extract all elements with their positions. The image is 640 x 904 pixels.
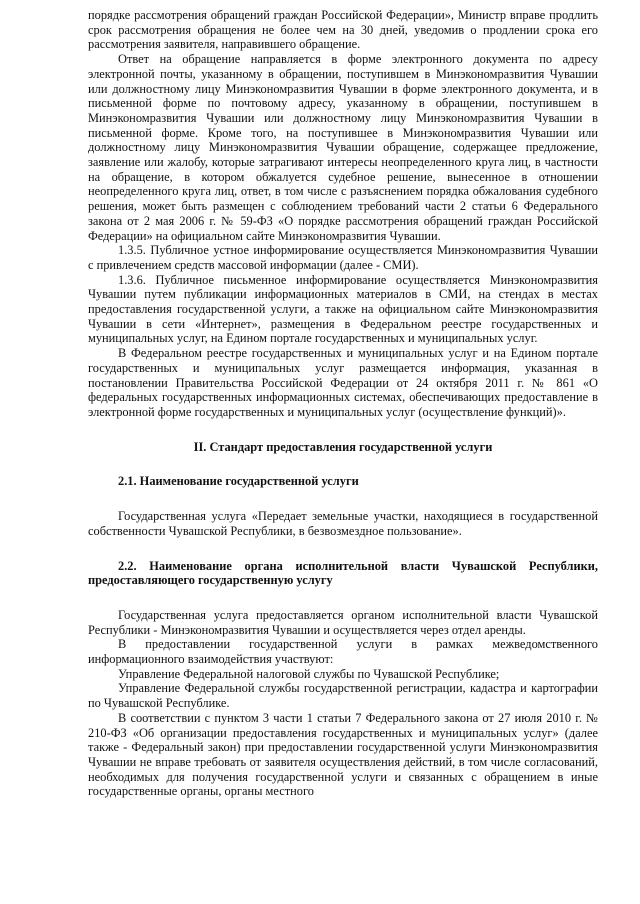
spacer (88, 588, 598, 608)
spacer (88, 420, 598, 440)
paragraph: Управление Федеральной службы государственной регистрации, кадастра и картографии по Чувашской Республике. (88, 681, 598, 711)
paragraph: порядке рассмотрения обращений граждан Российской Федерации», Министр вправе продлить срок рассмотрения обращения не более чем на 30 дней, уведомив о продлении срока его рассмотрения заявителя, направившего обращение. (88, 8, 598, 52)
spacer (88, 489, 598, 509)
paragraph: В соответствии с пунктом 3 части 1 статьи 7 Федерального закона от 27 июля 2010 г. № 210-ФЗ «Об организации предоставления государственных и муниципальных услуг» (далее также - Федеральный закон) при предоставлении государственной услуги Минэкономразвития Чувашии не вправе требовать от заявителя осуществления действий, в том числе согласований, необходимых для получения государственной услуги и связанных с обращением в иные государственные органы, органы местного (88, 710, 598, 799)
spacer (88, 454, 598, 474)
paragraph: 1.3.5. Публичное устное информирование осуществляется Минэкономразвития Чувашии с привлечением средств массовой информации (далее - СМИ). (88, 243, 598, 272)
paragraph: 1.3.6. Публичное письменное информирование осуществляется Минэкономразвития Чувашии путем публикации информационных материалов в СМИ, на стендах в местах предоставления государственной услуги, а также на официальном сайте Минэкономразвития Чувашии в сети «Интернет», размещения в Федеральном реестре государственных и муниципальных услуг, на Едином портале государственных и муниципальных услуг. (88, 272, 598, 346)
section-title: II. Стандарт предоставления государственной услуги (193, 439, 493, 454)
subsection-title: 2.1. Наименование государственной услуги (118, 474, 359, 489)
paragraph: В предоставлении государственной услуги в рамках межведомственного информационного взаимодействия участвуют: (88, 637, 598, 667)
paragraph: Управление Федеральной налоговой службы по Чувашской Республике; (118, 666, 500, 681)
paragraph: Государственная услуга предоставляется органом исполнительной власти Чувашской Республики - Минэкономразвития Чувашии и осуществляется через отдел аренды. (88, 607, 598, 637)
paragraph: В Федеральном реестре государственных и муниципальных услуг и на Едином портале государственных и муниципальных услуг размещается информация, указанная в постановлении Правительства Российской Федерации от 24 октября 2011 г. № 861 «О федеральных государственных информационных системах, обеспечивающих предоставление в электронной форме государственных и муниципальных услуг (осуществление функций)». (88, 346, 598, 419)
subsection-title: 2.2. Наименование органа исполнительной власти Чувашской Республики, предоставляющего государственную услугу (88, 558, 598, 588)
spacer (88, 539, 598, 559)
paragraph: Государственная услуга «Передает земельные участки, находящиеся в государственной собственности Чувашской Республики, в безвозмездное пользование». (88, 509, 598, 538)
paragraph: Ответ на обращение направляется в форме электронного документа по адресу электронной почты, указанному в обращении, поступившем в Минэкономразвития Чувашии или должностному лицу Минэкономразвития Чувашии в форме электронного документа, и в письменной форме по почтовому адресу, указанному в обращении, поступившем в Минэкономразвития Чувашии или должностному лицу Минэкономразвития Чувашии в письменной форме. Кроме того, на поступившее в Минэкономразвития Чувашии или должностному лицу Минэкономразвития Чувашии обращение, содержащее предложение, заявление или жалобу, которые затрагивают интересы неопределенного круга лиц, в частности на обращение, в котором обжалуется судебное решение, вынесенное в отношении неопределенного круга лиц, ответ, в том числе с разъяснением порядка обжалования судебного решения, может быть размещен с соблюдением требований части 2 статьи 6 Федерального закона от 2 мая 2006 г. № 59-ФЗ «О порядке рассмотрения обращений граждан Российской Федерации» на официальном сайте Минэкономразвития Чувашии. (88, 52, 598, 243)
